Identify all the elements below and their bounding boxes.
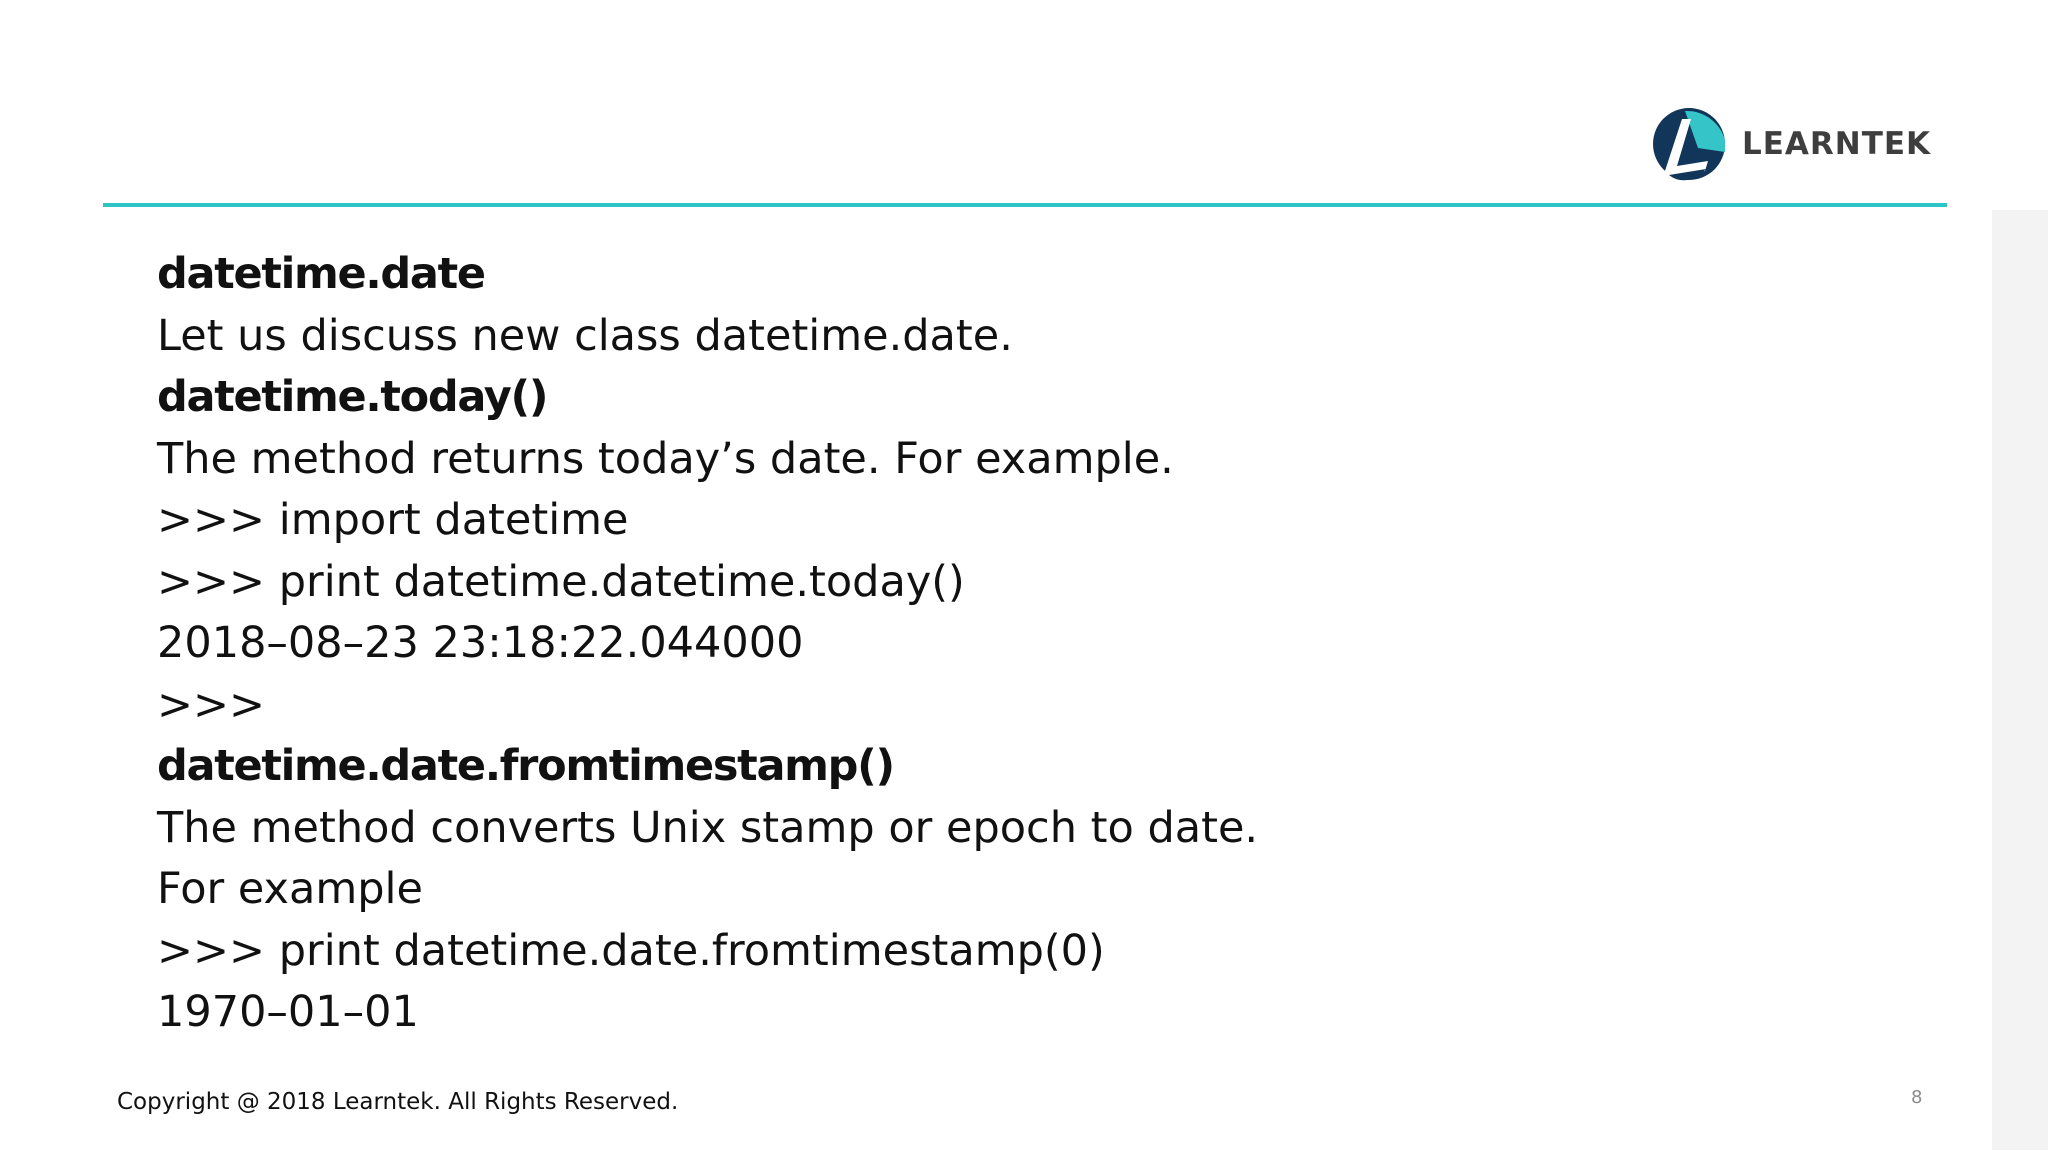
heading-fromtimestamp: datetime.date.fromtimestamp() — [157, 741, 894, 791]
paragraph-datetime-date-description: Let us discuss new class datetime.date. — [157, 310, 1013, 361]
output-line-epoch-date: 1970–01–01 — [157, 987, 419, 1037]
learntek-logo-wordmark: LEARNTEK — [1742, 126, 1932, 162]
paragraph-for-example: For example — [157, 864, 423, 914]
learntek-logo — [1650, 105, 1950, 183]
heading-datetime-date: datetime.date — [157, 249, 485, 299]
page-number: 8 — [1911, 1087, 1923, 1108]
output-line-today: 2018–08–23 23:18:22.044000 — [157, 618, 804, 668]
code-line-import-datetime: >>> import datetime — [157, 495, 629, 545]
code-line-print-fromtimestamp: >>> print datetime.date.fromtimestamp(0) — [157, 925, 1105, 976]
paragraph-fromtimestamp-description: The method converts Unix stamp or epoch to date. — [157, 802, 1259, 853]
learntek-logo-mark-icon — [1650, 105, 1728, 183]
copyright-footer: Copyright @ 2018 Learntek. All Rights Reserved. — [117, 1089, 679, 1115]
code-prompt-empty: >>> — [157, 679, 266, 730]
paragraph-today-description: The method returns today’s date. For example. — [157, 433, 1174, 484]
header-divider — [103, 203, 1947, 207]
slide-body — [157, 244, 1857, 1044]
right-edge-shadow — [1992, 210, 2048, 1150]
code-line-print-today: >>> print datetime.datetime.today() — [157, 556, 965, 607]
heading-datetime-today: datetime.today() — [157, 372, 548, 422]
